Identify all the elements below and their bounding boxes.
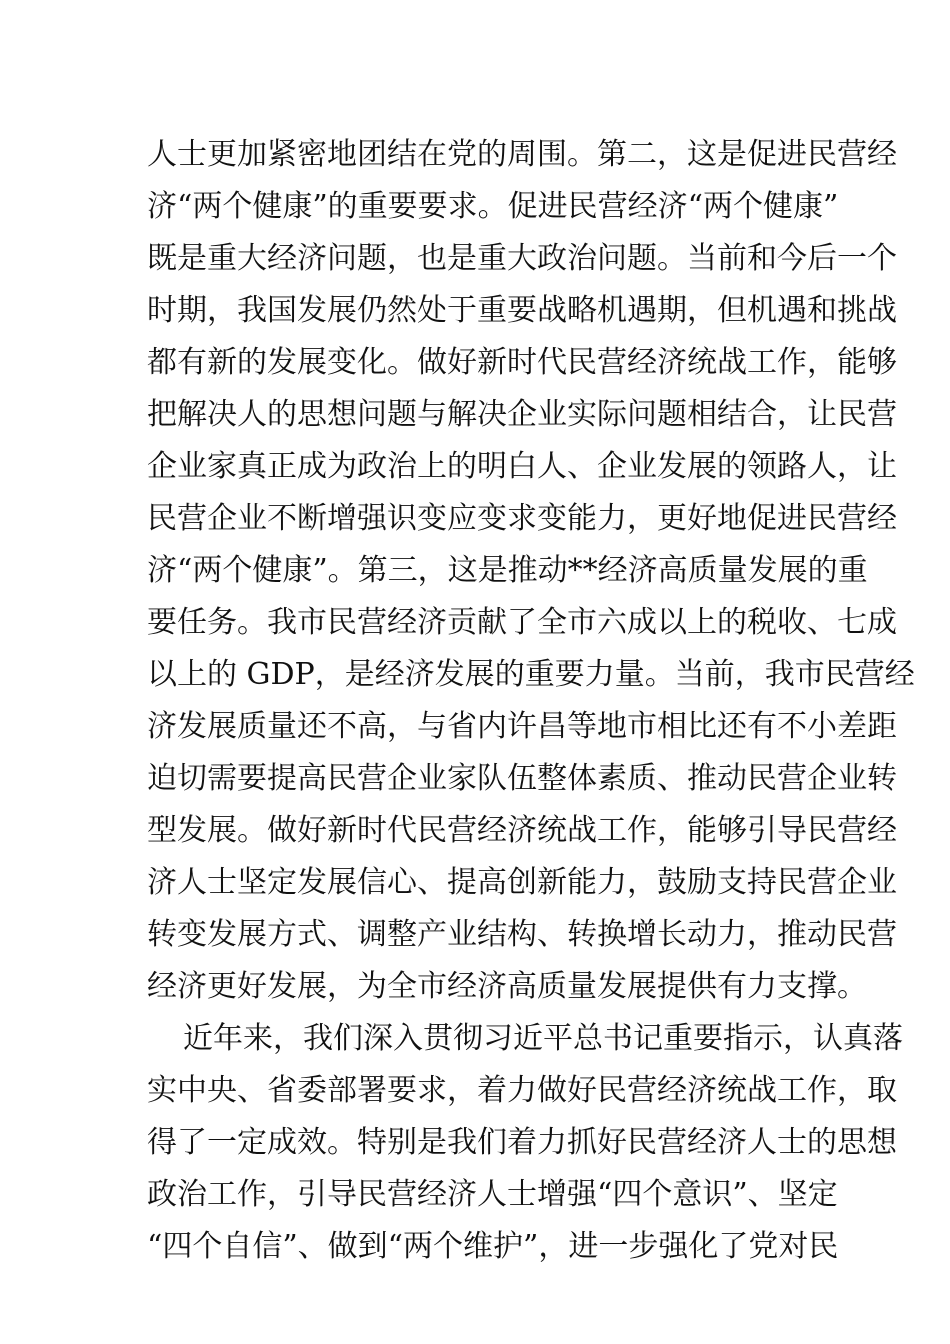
text-line: 转变发展方式、调整产业结构、转换增长动力，推动民营 — [147, 917, 897, 952]
text-line: 企业家真正成为政治上的明白人、企业发展的领路人，让 — [147, 449, 897, 484]
text-line: 济“两个健康”。第三，这是推动**经济高质量发展的重 — [147, 553, 868, 588]
text-line: 济发展质量还不高，与省内许昌等地市相比还有不小差距 — [147, 709, 897, 744]
text-line: 型发展。做好新时代民营经济统战工作，能够引导民营经 — [147, 813, 897, 848]
text-line: 政治工作，引导民营经济人士增强“四个意识”、坚定 — [147, 1177, 838, 1212]
text-line: 都有新的发展变化。做好新时代民营经济统战工作，能够 — [147, 345, 897, 380]
text-line: 人士更加紧密地团结在党的周围。第二，这是促进民营经 — [147, 137, 897, 172]
text-line: 得了一定成效。特别是我们着力抓好民营经济人士的思想 — [147, 1125, 897, 1160]
text-line: 济“两个健康”的重要要求。促进民营经济“两个健康” — [147, 189, 839, 224]
text-line: 要任务。我市民营经济贡献了全市六成以上的税收、七成 — [147, 605, 897, 640]
paragraph-first-line: 近年来，我们深入贯彻习近平总书记重要指示，认真落 — [183, 1021, 903, 1056]
text-line: 时期，我国发展仍然处于重要战略机遇期，但机遇和挑战 — [147, 293, 897, 328]
text-line: 实中央、省委部署要求，着力做好民营经济统战工作，取 — [147, 1073, 897, 1108]
text-line: 民营企业不断增强识变应变求变能力，更好地促进民营经 — [147, 501, 897, 536]
text-line: 济人士坚定发展信心、提高创新能力，鼓励支持民营企业 — [147, 865, 897, 900]
text-line: 把解决人的思想问题与解决企业实际问题相结合，让民营 — [147, 397, 897, 432]
text-line: “四个自信”、做到“两个维护”，进一步强化了党对民 — [147, 1229, 839, 1264]
text-line: 以上的 GDP，是经济发展的重要力量。当前，我市民营经 — [147, 657, 915, 692]
text-line: 迫切需要提高民营企业家队伍整体素质、推动民营企业转 — [147, 761, 897, 796]
text-line: 经济更好发展，为全市经济高质量发展提供有力支撑。 — [147, 969, 867, 1004]
text-line: 既是重大经济问题，也是重大政治问题。当前和今后一个 — [147, 241, 897, 276]
